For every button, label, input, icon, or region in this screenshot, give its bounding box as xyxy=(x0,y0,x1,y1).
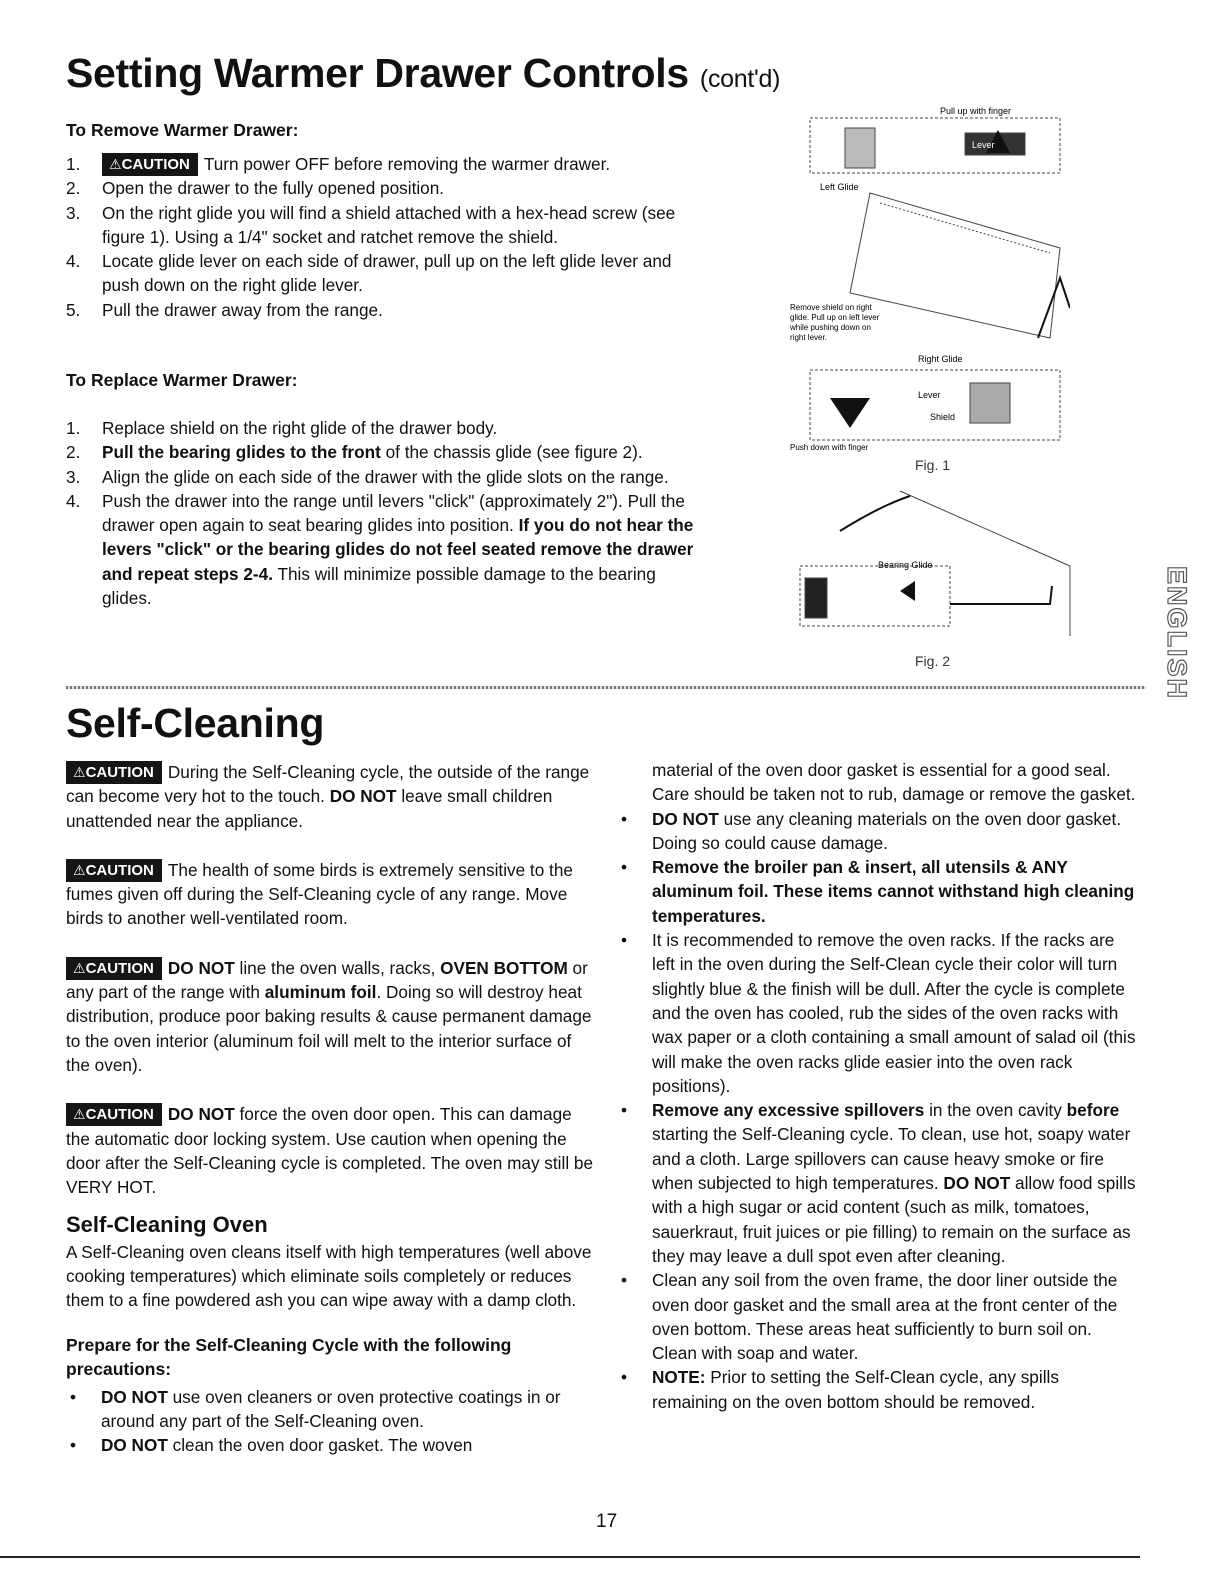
list-item xyxy=(617,855,1137,928)
caution-label: CAUTION xyxy=(85,1106,154,1124)
caution-badge xyxy=(102,153,198,176)
remove-step xyxy=(66,298,706,322)
step-number: 5. xyxy=(66,299,81,320)
step-text: Push the drawer into the range until levers "click" (approximately 2"). Pull the drawer open again to seat bearing glides into position. xyxy=(102,490,685,536)
remove-step xyxy=(66,249,706,298)
paragraph-bold: OVEN BOTTOM xyxy=(440,957,568,978)
step-number: 4. xyxy=(66,251,81,272)
item-bold: DO NOT xyxy=(101,1435,168,1456)
step-text: Turn power OFF before removing the warmer drawer. xyxy=(203,154,611,174)
step-text: Pull the drawer away from the range. xyxy=(102,299,383,320)
item-text: It is recommended to remove the oven racks. If the racks are left in the oven during the Self-Clean cycle their color will turn slightly blue & the finish will be dull. After the cycle is complete and the oven has cooled, rub the sides of the oven racks with wax paper or a cloth containing a small amount of salad oil (this will make the oven racks glide easier into the oven rack positions). xyxy=(652,930,1136,1096)
fig1-label: glide. Pull up on left lever xyxy=(790,313,880,322)
item-text: use any cleaning materials on the oven door gasket. Doing so could cause damage. xyxy=(652,808,1122,853)
item-text: in the oven cavity xyxy=(924,1100,1067,1121)
bullet-icon: • xyxy=(621,1367,628,1388)
precautions-list-continued xyxy=(617,807,1137,1414)
shield-part xyxy=(970,383,1010,423)
item-bold: Remove the broiler pan & insert, all utensils & ANY aluminum foil. These items cannot withstand high cleaning temperatures. xyxy=(652,857,1135,926)
left-arrow-icon xyxy=(900,581,915,601)
bullet-icon: • xyxy=(621,1100,628,1121)
fig1-label: Right Glide xyxy=(918,354,963,364)
paragraph-text: force the oven door open. This can damage the automatic door locking system. Use caution when opening the door after the Self-Cleaning cycle is completed. The oven may still be VERY HOT. xyxy=(66,1104,594,1198)
step-number: 3. xyxy=(66,466,81,487)
list-item xyxy=(617,1098,1137,1268)
bullet-icon: • xyxy=(70,1435,77,1456)
figure-1-caption: Fig. 1 xyxy=(915,457,951,473)
caution-label: CAUTION xyxy=(85,861,154,879)
list-item xyxy=(617,1365,1137,1414)
fig1-label: Push down with finger xyxy=(790,443,869,452)
paragraph-text: leave small children unattended near the appliance. xyxy=(66,786,553,831)
list-item xyxy=(66,1385,596,1434)
paragraph-text: or any part of the range with xyxy=(66,957,588,1003)
step-bold-text: Pull the bearing glides to the front xyxy=(102,442,381,463)
bullet-icon: • xyxy=(70,1386,77,1407)
remove-step xyxy=(66,201,706,250)
remove-steps xyxy=(66,152,706,322)
caution-paragraph xyxy=(66,1102,596,1199)
item-bold: DO NOT xyxy=(101,1386,168,1407)
step-text: Open the drawer to the fully opened position. xyxy=(102,178,445,199)
page-title xyxy=(66,50,780,97)
language-side-tab: ENGLISH xyxy=(1162,565,1192,700)
caution-badge xyxy=(66,957,162,980)
list-item xyxy=(617,1268,1137,1365)
warning-icon: ⚠ xyxy=(73,861,86,878)
item-text: starting the Self-Cleaning cycle. To clean, use hot, soapy water and a cloth. Large spillovers can cause heavy smoke or fire when subjected to high temperatures. xyxy=(652,1124,1131,1194)
section-divider xyxy=(66,686,1146,689)
page-title-suffix: (cont'd) xyxy=(699,65,781,93)
step-number: 4. xyxy=(66,490,81,511)
warning-icon: ⚠ xyxy=(73,764,86,780)
left-column xyxy=(66,760,596,1458)
precautions-list xyxy=(66,1385,596,1458)
step-number: 3. xyxy=(66,202,81,223)
step-text: Replace shield on the right glide of the drawer body. xyxy=(102,418,498,438)
figure-2-illustration xyxy=(790,486,1080,646)
slide-arrow-icon xyxy=(950,586,1052,604)
step-number: 1. xyxy=(66,418,81,438)
item-text: clean the oven door gasket. The woven xyxy=(167,1435,473,1456)
bullet-icon: • xyxy=(621,930,628,951)
fig1-label: right lever. xyxy=(790,333,827,342)
item-text: Clean any soil from the oven frame, the door liner outside the oven door gasket and the small area at the front center of the oven bottom. These areas heat sufficiently to burn soil on. Clean with soap and water. xyxy=(652,1270,1118,1364)
replace-steps xyxy=(66,416,706,610)
fig1-label: Shield xyxy=(930,412,956,422)
replace-step xyxy=(66,416,706,440)
right-column xyxy=(617,758,1137,1414)
caution-label: CAUTION xyxy=(121,156,190,173)
oven-paragraph: A Self-Cleaning oven cleans itself with high temperatures (well above cooking temperatures) which eliminate soils completely or reduces them to a fine powdered ash you can wipe away with a damp cloth. xyxy=(66,1241,592,1311)
remove-step xyxy=(66,176,706,200)
bullet-icon: • xyxy=(621,857,628,878)
item-text: allow food spills with a high sugar or acid content (such as milk, tomatoes, sauerkraut, fruit juices or pie filling) to remain on the surface as they may leave a dull spot even after cleaning. xyxy=(652,1173,1136,1266)
paragraph-bold: aluminum foil xyxy=(264,982,377,1003)
fig1-label: Left Glide xyxy=(820,182,859,192)
fig1-label: Lever xyxy=(972,140,995,150)
figure-2-caption: Fig. 2 xyxy=(915,653,951,669)
paragraph-text: During the Self-Cleaning cycle, the outside of the range can become very hot to the touch. xyxy=(66,762,590,807)
prepare-heading: Prepare for the Self-Cleaning Cycle with the following precautions: xyxy=(66,1334,512,1379)
caution-paragraph xyxy=(66,760,596,833)
paragraph-bold: DO NOT xyxy=(329,786,397,807)
paragraph-text: . Doing so will destroy heat distribution, produce poor baking results & cause permanent damage to the oven interior (aluminum foil will melt to the interior surface of the oven). xyxy=(66,982,592,1075)
warning-icon: ⚠ xyxy=(73,1106,86,1123)
replace-heading: To Replace Warmer Drawer: xyxy=(66,370,298,390)
warning-icon: ⚠ xyxy=(73,959,86,976)
fig1-label: Lever xyxy=(918,390,941,400)
page-number: 17 xyxy=(596,1511,618,1532)
replace-step xyxy=(66,489,706,610)
paragraph-bold: DO NOT xyxy=(167,957,235,978)
item-bold: NOTE: xyxy=(652,1367,706,1388)
caution-label: CAUTION xyxy=(85,764,154,781)
drawer-rail xyxy=(880,203,1050,253)
item-bold: DO NOT xyxy=(943,1173,1011,1194)
page-title-text: Setting Warmer Drawer Controls xyxy=(66,50,689,96)
item-text: Prior to setting the Self-Clean cycle, any spills remaining on the oven bottom should be removed. xyxy=(652,1367,1059,1412)
caution-badge xyxy=(66,859,162,882)
item-bold: DO NOT xyxy=(652,808,719,829)
list-item xyxy=(66,1433,596,1457)
step-number: 2. xyxy=(66,178,81,199)
remove-step xyxy=(66,152,706,176)
caution-badge xyxy=(66,1103,162,1126)
drawer-body xyxy=(850,193,1060,338)
step-text: Locate glide lever on each side of drawer, pull up on the left glide lever and push down on the right glide lever. xyxy=(102,251,672,296)
step-text: Align the glide on each side of the drawer with the glide slots on the range. xyxy=(102,466,669,487)
section-title: Self-Cleaning xyxy=(66,700,325,746)
step-number: 2. xyxy=(66,442,81,463)
replace-step xyxy=(66,465,706,489)
glide-end-part xyxy=(805,578,827,618)
fig1-label: Remove shield on right xyxy=(790,303,872,312)
step-bold-text: If you do not hear the levers "click" or the bearing glides do not feel seated remove the drawer and repeat steps 2-4. xyxy=(102,515,694,584)
caution-badge xyxy=(66,761,162,784)
step-text: This will minimize possible damage to the bearing glides. xyxy=(102,563,656,609)
continuation-paragraph: material of the oven door gasket is essential for a good seal. Care should be taken not to rub, damage or remove the gasket. xyxy=(652,760,1136,805)
step-number: 1. xyxy=(66,154,81,174)
item-bold: Remove any excessive spillovers xyxy=(652,1100,925,1121)
list-item xyxy=(617,807,1137,856)
paragraph-text: The health of some birds is extremely sensitive to the fumes given off during the Self-Cleaning cycle of any range. Move birds to another well-ventilated room. xyxy=(66,859,573,929)
replace-step xyxy=(66,440,706,464)
left-lever-part xyxy=(845,128,875,168)
bullet-icon: • xyxy=(621,808,628,829)
step-text: of the chassis glide (see figure 2). xyxy=(380,442,643,463)
item-text: use oven cleaners or oven protective coatings in or around any part of the Self-Cleaning oven. xyxy=(101,1386,561,1431)
remove-heading: To Remove Warmer Drawer: xyxy=(66,120,299,140)
caution-paragraph xyxy=(66,858,596,931)
step-text: On the right glide you will find a shield attached with a hex-head screw (see figure 1). Using a 1/4" socket and ratchet remove the shield. xyxy=(102,202,676,247)
caution-paragraph xyxy=(66,956,596,1077)
drawer-arrow-icon xyxy=(840,496,910,531)
curved-arrow-icon xyxy=(1038,278,1070,338)
bullet-icon: • xyxy=(621,1270,628,1291)
warning-icon: ⚠ xyxy=(109,156,122,172)
list-item xyxy=(617,928,1137,1098)
push-down-arrow-icon xyxy=(830,398,870,428)
caution-label: CAUTION xyxy=(85,959,154,977)
figure-1-illustration xyxy=(790,98,1070,478)
fig2-label: Bearing Glide xyxy=(878,560,933,570)
fig1-label: Pull up with finger xyxy=(940,106,1012,116)
fig1-label: while pushing down on xyxy=(790,323,871,332)
subsection-heading: Self-Cleaning Oven xyxy=(66,1212,268,1238)
paragraph-bold: DO NOT xyxy=(167,1104,235,1125)
paragraph-text: line the oven walls, racks, xyxy=(234,957,441,978)
footer-rule xyxy=(0,1556,1140,1558)
item-bold: before xyxy=(1066,1100,1120,1121)
